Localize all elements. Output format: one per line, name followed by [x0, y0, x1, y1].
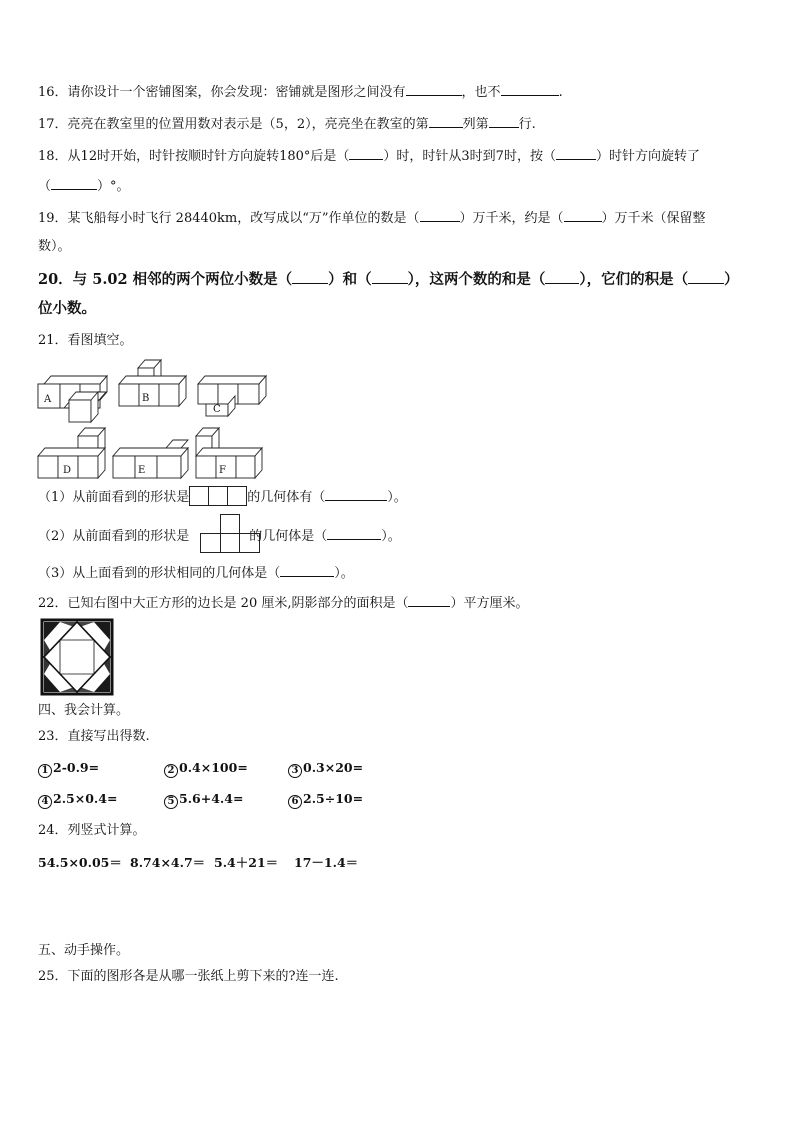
label-d: D — [63, 465, 72, 476]
q17-blank-1[interactable] — [429, 114, 463, 128]
q23-expr-4: 2.5×0.4= — [53, 791, 118, 806]
q22-square-figure — [40, 618, 114, 696]
q22-text-a: 22．已知右图中大正方形的边长是 20 厘米,阴影部分的面积是（ — [38, 596, 409, 611]
q20-blank-3[interactable] — [545, 270, 579, 284]
q23-expr-1: 2-0.9= — [53, 760, 100, 775]
q21-cube-figures — [36, 356, 276, 482]
circled-number-3: 3 — [288, 764, 302, 778]
q16-blank-1[interactable] — [406, 82, 462, 96]
q21-sub2-text-c: ）。 — [381, 529, 401, 544]
section-5-text: 五、动手操作。 — [38, 943, 130, 958]
q19-text-c: ）万千米（保留整 — [601, 211, 706, 226]
q25-title-text: 25．下面的图形各是从哪一张纸上剪下来的?连一连. — [38, 969, 339, 984]
q21-sub3-blank[interactable] — [280, 563, 334, 577]
q18-blank-3[interactable] — [51, 176, 97, 190]
q18-blank-1[interactable] — [349, 146, 383, 160]
q20-text-d: ），它们的积是（ — [579, 271, 689, 288]
figure-b — [119, 360, 186, 406]
question-21-title — [38, 332, 133, 350]
q20-blank-4[interactable] — [688, 270, 724, 284]
q23-item-6 — [288, 791, 363, 809]
q20-blank-1[interactable] — [292, 270, 328, 284]
q21-sub-3 — [38, 562, 354, 581]
q20-text-b: ）和（ — [328, 271, 372, 288]
q18-text-c: ）时针方向旋转了 — [595, 149, 700, 164]
question-20-line-2 — [38, 300, 96, 318]
q24-item-4: 17－1.4＝ — [294, 855, 359, 870]
q19-text-d: 数）。 — [38, 239, 71, 254]
q18-blank-2[interactable] — [556, 146, 596, 160]
figure-f — [196, 428, 262, 478]
q20-text-a: 20．与 5.02 相邻的两个两位小数是（ — [38, 271, 293, 288]
q21-sub2-text-b: 的几何体是（ — [249, 529, 328, 544]
q16-text-a: 16．请你设计一个密铺图案，你会发现：密铺就是图形之间没有 — [38, 85, 406, 100]
question-24-title — [38, 822, 146, 840]
question-25-title — [38, 968, 339, 986]
q24-title-text: 24．列竖式计算。 — [38, 823, 146, 838]
q21-sub3-text-b: ）。 — [334, 566, 354, 581]
q16-blank-2[interactable] — [501, 82, 559, 96]
q16-text-c: . — [558, 85, 563, 100]
q17-blank-2[interactable] — [489, 114, 519, 128]
q21-sub-1 — [38, 486, 407, 506]
front-view-three-squares-shape — [189, 486, 247, 506]
circled-number-4: 4 — [38, 795, 52, 809]
question-23-title — [38, 728, 150, 746]
q22-blank[interactable] — [408, 593, 450, 607]
q20-text-f: 位小数。 — [38, 300, 96, 317]
label-b: B — [142, 393, 150, 404]
question-18-line-2 — [38, 176, 130, 196]
q18-text-d: （ — [38, 179, 52, 194]
question-19-line-1 — [38, 208, 706, 228]
label-f: F — [219, 465, 226, 476]
q24-item-1: 54.5×0.05＝ — [38, 855, 122, 870]
question-18-line-1 — [38, 146, 700, 166]
question-20-line-1 — [38, 270, 739, 289]
q23-expr-2: 0.4×100= — [179, 760, 248, 775]
figure-c — [198, 376, 266, 416]
q18-text-e: ）°。 — [97, 179, 130, 194]
label-a: A — [44, 394, 52, 405]
q24-item-2: 8.74×4.7＝ — [130, 855, 206, 870]
q21-sub3-text-a: （3）从上面看到的形状相同的几何体是（ — [38, 566, 281, 581]
q19-blank-1[interactable] — [420, 208, 460, 222]
circled-number-5: 5 — [164, 795, 178, 809]
q21-sub1-blank[interactable] — [325, 487, 387, 501]
q23-item-2 — [164, 760, 248, 778]
section-4-heading — [38, 702, 129, 720]
question-17 — [38, 114, 536, 134]
section-4-text: 四、我会计算。 — [38, 703, 130, 718]
q23-item-3 — [288, 760, 363, 778]
q17-text-b: 列第 — [462, 117, 489, 132]
q23-item-4 — [38, 791, 117, 809]
q21-sub-2 — [38, 514, 401, 544]
question-22 — [38, 593, 529, 613]
q23-title-text: 23．直接写出得数. — [38, 729, 150, 744]
figure-e — [113, 440, 188, 478]
q21-sub2-blank[interactable] — [327, 526, 381, 540]
q20-blank-2[interactable] — [372, 270, 408, 284]
q18-text-a: 18．从12时开始，时针按顺时针方向旋转180°后是（ — [38, 149, 350, 164]
q20-text-c: ），这两个数的和是（ — [407, 271, 546, 288]
circled-number-1: 1 — [38, 764, 52, 778]
q23-item-1 — [38, 760, 99, 778]
q21-title-text: 21．看图填空。 — [38, 333, 133, 348]
q21-sub2-text-a: （2）从前面看到的形状是 — [38, 529, 190, 544]
q19-text-b: ）万千米，约是（ — [459, 211, 564, 226]
q19-text-a: 19．某飞船每小时飞行 28440km，改写成以“万”作单位的数是（ — [38, 211, 420, 226]
q21-sub1-text-a: （1）从前面看到的形状是 — [38, 490, 190, 505]
question-16 — [38, 82, 563, 102]
q21-sub1-text-c: ）。 — [387, 490, 407, 505]
figure-d — [38, 428, 105, 478]
q24-item-3: 5.4＋21＝ — [214, 855, 279, 870]
section-5-heading — [38, 942, 129, 960]
q18-text-b: ）时，时针从3时到7时，按（ — [383, 149, 556, 164]
circled-number-2: 2 — [164, 764, 178, 778]
q17-text-a: 17．亮亮在教室里的位置用数对表示是（5，2），亮亮坐在教室的第 — [38, 117, 429, 132]
q16-text-b: ，也不 — [461, 85, 501, 100]
circled-number-6: 6 — [288, 795, 302, 809]
q22-text-b: ）平方厘米。 — [450, 596, 529, 611]
q19-blank-2[interactable] — [564, 208, 602, 222]
q23-expr-6: 2.5÷10= — [303, 791, 364, 806]
q21-sub1-text-b: 的几何体有（ — [247, 490, 326, 505]
q23-item-5 — [164, 791, 243, 809]
q23-expr-3: 0.3×20= — [303, 760, 364, 775]
q23-expr-5: 5.6+4.4= — [179, 791, 244, 806]
q20-text-e: ） — [724, 271, 739, 288]
label-c: C — [213, 404, 221, 415]
q17-text-c: 行. — [518, 117, 536, 132]
question-19-line-2 — [38, 238, 71, 256]
label-e: E — [138, 465, 146, 476]
